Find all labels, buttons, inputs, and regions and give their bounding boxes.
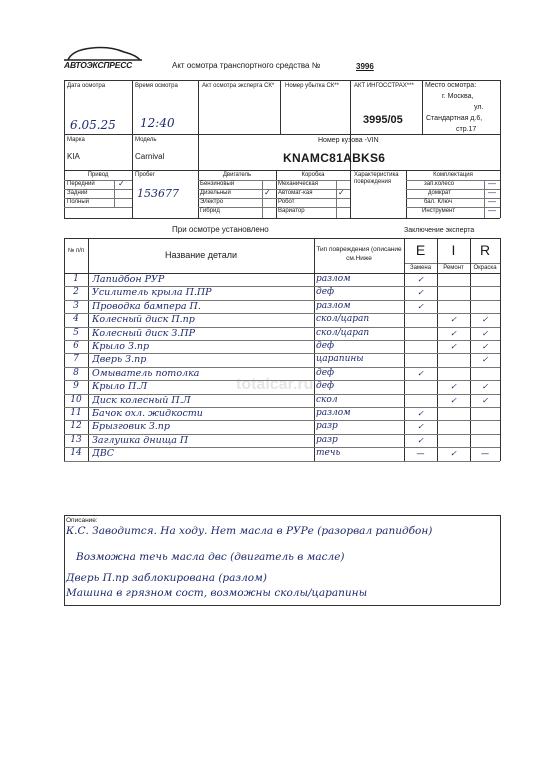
drive-full: Полный — [67, 199, 89, 205]
row-10-i: ✓ — [450, 395, 457, 405]
row-9-i: ✓ — [450, 382, 457, 392]
equip-mark-3: — — [488, 206, 496, 215]
row-5-type: скол/царап — [316, 327, 370, 338]
row-12-part: Брызговик З.пр — [92, 421, 170, 433]
place-value-4: стр.17 — [456, 126, 477, 133]
drive-check-icon: ✓ — [118, 179, 125, 188]
description-line-4: Машина в грязном сост, возможны сколы/царапины — [66, 587, 368, 599]
section-title: При осмотре установлено — [172, 225, 269, 234]
row-7-type: царапины — [316, 354, 364, 365]
description-label: Описание: — [66, 517, 98, 524]
description-line-3: Дверь П.пр заблокирована (разлом) — [66, 572, 267, 584]
date-label: Дата осмотра — [67, 83, 106, 89]
mileage-value: 153677 — [137, 187, 179, 200]
row-7-n: 7 — [73, 354, 79, 365]
row-1-part: Лапидбон РУР — [92, 274, 165, 285]
row-4-r: ✓ — [481, 315, 489, 325]
gearbox-label: Коробка — [301, 172, 325, 178]
row-12-e: ✓ — [417, 422, 424, 432]
row-14-r: — — [481, 449, 489, 459]
row-3-type: разлом — [316, 300, 351, 311]
row-4-i: ✓ — [450, 315, 457, 325]
ingos-value: 3995/05 — [363, 114, 403, 126]
row-11-part: Бачок охл. жидкости — [92, 408, 203, 419]
col-e-sub: Замена — [409, 265, 432, 271]
row-10-n: 10 — [70, 394, 82, 405]
row-14-type: течь — [316, 448, 341, 459]
row-9-r: ✓ — [481, 382, 489, 392]
equipment-label: Комплектация — [433, 172, 473, 178]
equip-spare: зап.колесо — [424, 181, 455, 187]
time-label: Время осмотра — [135, 83, 178, 89]
loss-number-label: Номер убытка СК** — [285, 83, 339, 89]
row-5-i: ✓ — [450, 328, 457, 338]
act-number: 3996 — [356, 62, 374, 71]
engine-hybrid: Гибрид — [200, 208, 220, 214]
col-part-header: Название детали — [165, 250, 237, 260]
row-5-r: ✓ — [481, 328, 489, 338]
place-value-2: ул. — [474, 104, 484, 111]
col-i-sub: Ремонт — [443, 265, 464, 271]
engine-diesel: Дизельный — [200, 190, 231, 196]
drive-rear: Задний — [67, 190, 88, 196]
engine-petrol: Бензиновый — [200, 181, 235, 187]
row-5-part: Колесный диск З.ПР — [92, 327, 195, 339]
col-e-header: E — [415, 242, 426, 258]
col-no-header: № п/п — [67, 248, 85, 254]
row-6-r: ✓ — [481, 342, 489, 351]
company-logo — [62, 44, 144, 72]
drive-front: Передний — [67, 181, 95, 187]
row-7-r: ✓ — [481, 355, 489, 365]
row-8-n: 8 — [73, 367, 79, 378]
place-value-3: Стандартная д.6, — [426, 115, 483, 122]
conclusion-title: Заключение эксперта — [404, 227, 475, 234]
time-value: 12:40 — [140, 116, 175, 130]
row-3-n: 3 — [73, 300, 79, 311]
row-6-i: ✓ — [450, 342, 457, 351]
page-title: Акт осмотра транспортного средства № — [172, 61, 321, 70]
drive-label: Привод — [87, 172, 109, 178]
row-14-e: — — [416, 449, 425, 459]
place-label: Место осмотра: — [425, 82, 477, 89]
col-r-sub: Окраска — [473, 265, 497, 271]
row-3-part: Проводка бампера П. — [92, 300, 201, 312]
row-12-type: разр — [316, 421, 338, 432]
row-1-type: разлом — [316, 274, 351, 284]
row-divider — [64, 461, 500, 462]
description-line-1: К.С. Заводится. На ходу. Нет масла в РУРе (разорвал рапидбон) — [66, 525, 433, 537]
engine-label: Двигатель — [222, 172, 252, 178]
description-line-2: Возможна течь масла двс (двигатель в масле) — [76, 551, 345, 563]
row-13-type: разр — [316, 434, 338, 445]
row-10-r: ✓ — [481, 395, 489, 405]
ingos-label: АКТ ИНГОССТРАХ*** — [354, 83, 414, 89]
expert-act-label: Акт осмотра эксперта СК* — [202, 83, 275, 89]
row-8-type: деф — [316, 367, 335, 378]
row-5-n: 5 — [73, 327, 79, 338]
equip-jack: домкрат — [428, 190, 451, 196]
row-14-n: 14 — [70, 448, 82, 459]
place-value-1: г. Москва, — [442, 93, 474, 100]
row-13-part: Заглушка днища П — [92, 434, 189, 446]
gearbox-cvt: Вариатор — [278, 208, 305, 214]
engine-check-icon: ✓ — [264, 188, 271, 197]
row-2-e: ✓ — [417, 288, 424, 298]
equip-mark-2: — — [488, 197, 496, 206]
row-1-e: ✓ — [417, 275, 424, 284]
row-6-type: деф — [316, 341, 335, 351]
equip-mark-1: — — [488, 188, 496, 197]
vin-value: KNAMC81ABKS6 — [283, 151, 386, 165]
logo-text: АВТОЭКСПРЕСС — [64, 60, 133, 70]
brand-value: KIA — [67, 152, 80, 161]
equip-mark-0: — — [488, 179, 496, 188]
col-i-header: I — [451, 242, 456, 258]
equip-key: бал. Ключ — [424, 199, 452, 205]
row-2-part: Усилитель крыла П.ПР — [92, 287, 212, 299]
col-type-header: Тип повреждения (описание см.Ниже — [316, 246, 402, 262]
gearbox-check-icon: ✓ — [338, 188, 345, 197]
row-4-part: Колесный диск П.пр — [92, 314, 195, 326]
vin-label: Номер кузова -VIN — [318, 137, 379, 144]
gearbox-auto: Автомат-кая — [278, 190, 313, 196]
row-4-type: скол/царап — [316, 314, 370, 325]
row-6-part: Крыло З.пр — [92, 341, 150, 352]
row-2-n: 2 — [73, 287, 79, 298]
col-r-header: R — [479, 242, 491, 258]
row-9-part: Крыло П.Л — [92, 381, 148, 393]
row-6-n: 6 — [73, 341, 79, 351]
watermark-text: totalcar.ru — [236, 376, 314, 393]
row-11-e: ✓ — [417, 409, 424, 418]
row-13-n: 13 — [70, 434, 82, 445]
row-12-n: 12 — [70, 421, 82, 432]
row-7-part: Дверь З.пр — [92, 354, 147, 366]
row-10-part: Диск колесный П.Л — [92, 394, 191, 406]
row-11-n: 11 — [70, 408, 82, 418]
row-3-e: ✓ — [417, 301, 424, 311]
damage-char-label: Характеристика повреждения — [354, 172, 399, 185]
date-value: 6.05.25 — [70, 118, 116, 132]
row-14-part: ДВС — [92, 448, 114, 460]
row-10-type: скол — [316, 394, 338, 405]
row-11-type: разлом — [316, 408, 351, 418]
mileage-label: Пробег — [135, 172, 155, 178]
row-13-e: ✓ — [417, 435, 424, 445]
gearbox-manual: Механическая — [278, 181, 319, 187]
row-1-n: 1 — [73, 274, 79, 284]
row-8-part: Омыватель потолка — [92, 367, 200, 379]
row-2-type: деф — [316, 287, 335, 298]
model-value: Carnival — [135, 152, 165, 161]
row-4-n: 4 — [73, 314, 79, 325]
row-14-i: ✓ — [450, 449, 457, 459]
row-9-type: деф — [316, 381, 335, 392]
brand-label: Марка — [67, 137, 85, 143]
gearbox-robot: Робот — [278, 199, 295, 205]
row-8-e: ✓ — [417, 368, 424, 378]
engine-electric: Электро — [200, 199, 224, 205]
row-9-n: 9 — [73, 381, 79, 392]
equip-tools: Инструмент — [422, 208, 456, 214]
model-label: Модель — [135, 137, 157, 143]
